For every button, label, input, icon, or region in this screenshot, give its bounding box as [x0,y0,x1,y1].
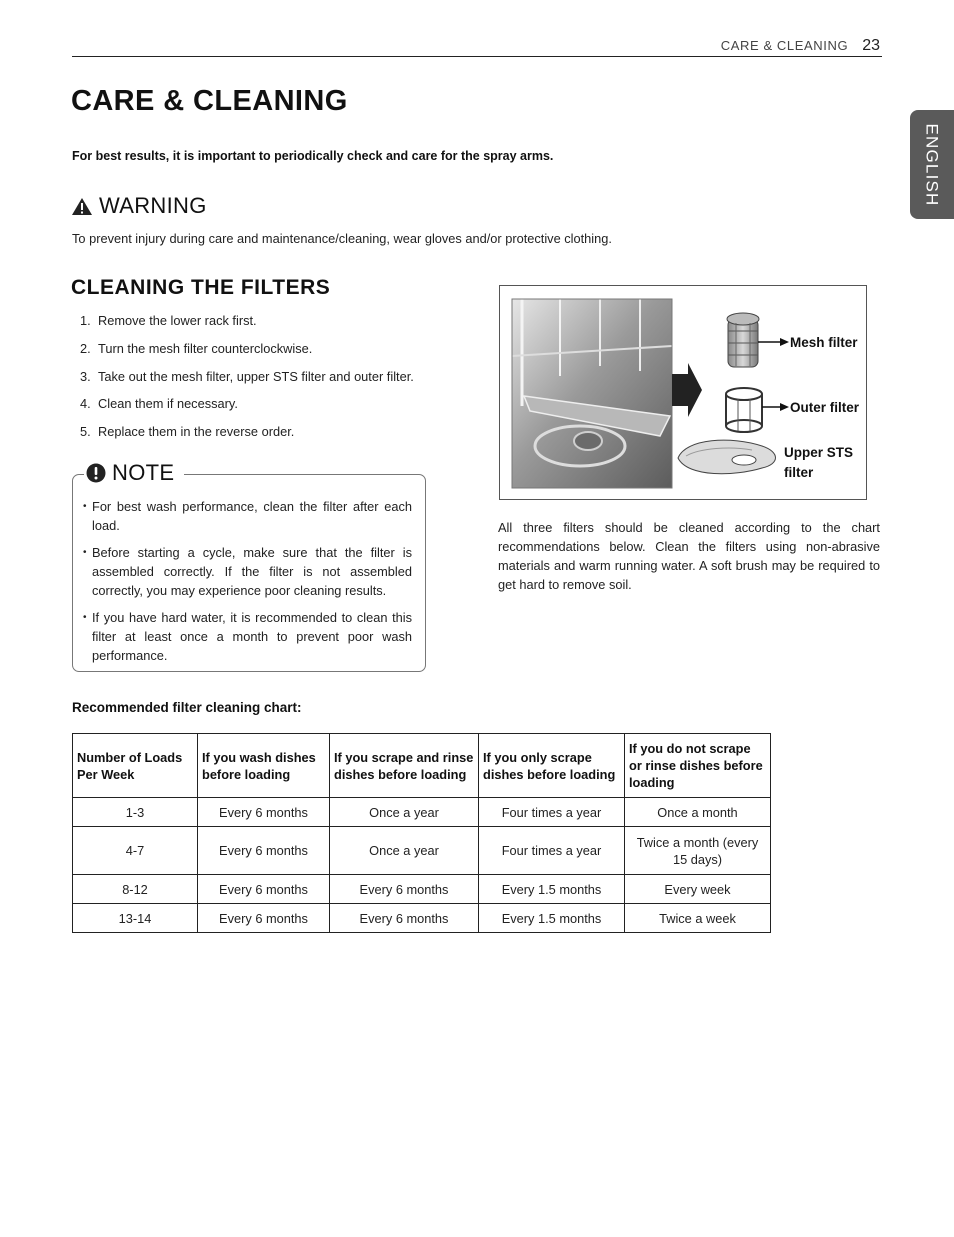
note-list [83,497,412,673]
warning-text: To prevent injury during care and maintenance/cleaning, wear gloves and/or protective clothing. [72,231,612,246]
filter-illustration [500,286,866,499]
arrow-right-icon [672,363,702,417]
step-item [80,313,480,341]
note-bullet [83,497,412,535]
bullet-icon: • [83,612,87,623]
step-number: 4. [80,396,91,412]
language-tab-label: ENGLISH [923,122,943,207]
chart-cell: Once a month [625,798,771,827]
step-text: Remove the lower rack first. [98,313,257,328]
chart-cell: Every 6 months [330,904,479,933]
chart-cell: Every 6 months [198,875,330,904]
step-number: 5. [80,424,91,440]
note-heading-text: NOTE [112,460,175,485]
language-tab [910,110,954,219]
note-bullet-text: For best wash performance, clean the filter after each load. [92,499,412,533]
chart-cell: Every 6 months [198,827,330,875]
filters-description: All three filters should be cleaned according to the chart recommendations below. Clean the filters using non-abrasive materials and warm running water. A soft brush may be required to get hard to remove soil. [498,520,880,592]
outer-filter-label: Outer filter [790,400,860,415]
chart-column-header: If you wash dishes before loading [198,734,330,798]
page-number: 23 [862,37,880,54]
chart-cell: Every 6 months [198,798,330,827]
step-text: Replace them in the reverse order. [98,424,295,440]
chart-cell: Four times a year [479,798,625,827]
running-header [721,37,880,55]
chart-column-header: If you do not scrape or rinse dishes before loading [625,734,771,798]
chart-cell: Once a year [330,798,479,827]
step-item [80,396,480,424]
chart-row [73,827,771,875]
header-rule [72,56,882,57]
step-number: 2. [80,340,91,356]
note-heading [84,460,184,486]
mesh-filter-label: Mesh filter [790,335,858,350]
chart-row [73,875,771,904]
note-bullet-text: Before starting a cycle, make sure that the filter is assembled correctly. If the filter is not assembled correctly, you may experience poor cleaning results. [92,545,412,598]
warning-heading [71,193,207,219]
step-text: Turn the mesh filter counterclockwise. [98,340,313,356]
chart-column-header: If you only scrape dishes before loading [479,734,625,798]
warning-heading-text: WARNING [99,193,207,218]
chart-cell: Four times a year [479,827,625,875]
chart-cell: Every 1.5 months [479,904,625,933]
step-item [80,424,480,452]
mesh-filter-image [727,313,759,367]
upper-sts-filter-image [678,440,776,474]
bullet-icon: • [83,547,87,558]
chart-column-header: If you scrape and rinse dishes before loading [330,734,479,798]
running-header-section: CARE & CLEANING [720,38,849,53]
outer-filter-image [726,388,762,432]
step-number: 1. [80,313,91,328]
steps-list [80,313,480,452]
upper-sts-filter-label-line1: Upper STS [784,445,854,460]
chart-cell: 13-14 [73,904,198,933]
warning-triangle-icon [71,197,93,216]
step-number: 3. [80,368,91,384]
chart-cell: Every 6 months [330,875,479,904]
chart-cell: Every week [625,875,771,904]
chart-cell: 4-7 [73,827,198,875]
step-text: Clean them if necessary. [98,396,238,412]
page-title: CARE & CLEANING [71,85,348,117]
note-bullet [83,543,412,600]
note-bullet [83,608,412,665]
intro-text: For best results, it is important to periodically check and care for the spray arms. [72,149,554,163]
upper-sts-filter-label-line2: filter [784,465,814,480]
section-title: CLEANING THE FILTERS [71,276,331,299]
chart-cell: Every 6 months [198,904,330,933]
chart-column-header: Number of Loads Per Week [73,734,198,798]
chart-cell: 8-12 [73,875,198,904]
note-bullet-text: If you have hard water, it is recommended to clean this filter at least once a month to prevent poor wash performance. [92,610,412,663]
filter-cleaning-chart [72,733,771,933]
chart-cell: Twice a month (every 15 days) [625,827,771,875]
chart-cell: Every 1.5 months [479,875,625,904]
exclamation-circle-icon [86,463,106,483]
chart-caption: Recommended filter cleaning chart: [72,700,302,715]
chart-cell: Once a year [330,827,479,875]
step-item [80,341,480,369]
dishwasher-interior-photo [512,299,672,488]
filter-figure [499,285,867,500]
bullet-icon: • [83,501,87,512]
step-text: Take out the mesh filter, upper STS filter and outer filter. [98,368,414,384]
chart-cell: 1-3 [73,798,198,827]
chart-row [73,904,771,933]
chart-row [73,798,771,827]
chart-cell: Twice a week [625,904,771,933]
step-item [80,369,480,397]
